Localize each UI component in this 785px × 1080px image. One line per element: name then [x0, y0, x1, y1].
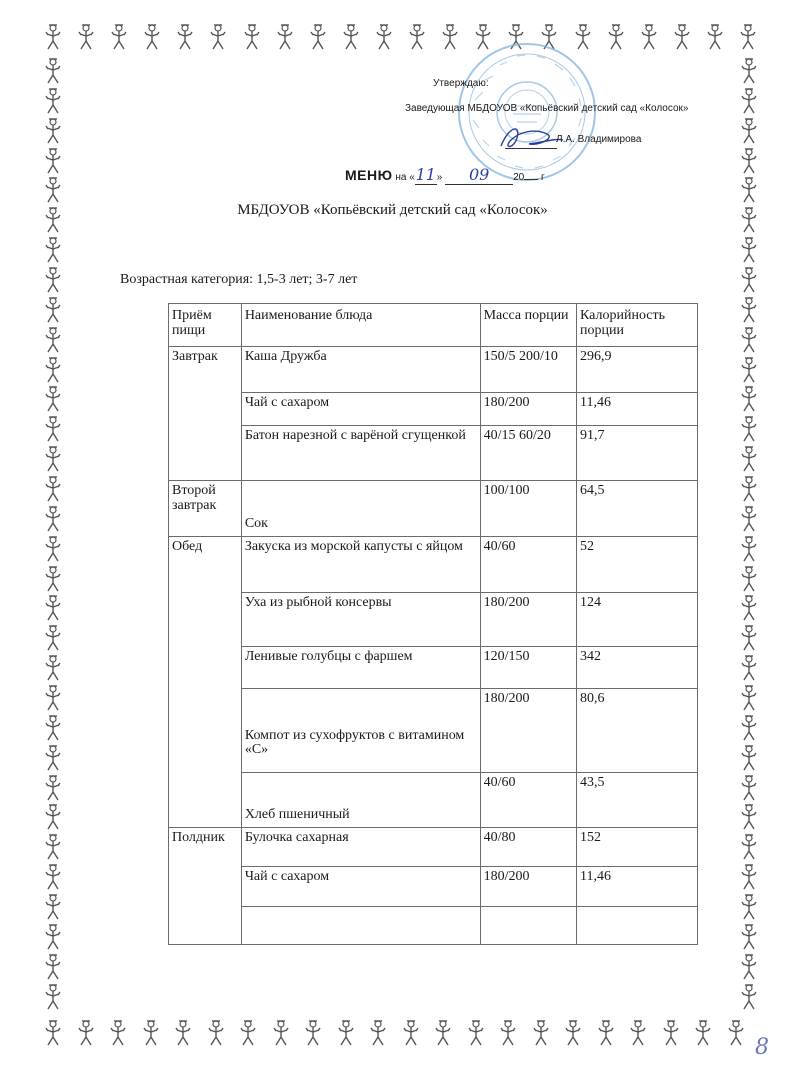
- table-row: [169, 537, 698, 593]
- figure-icon: [740, 536, 758, 562]
- figure-icon: [176, 24, 194, 50]
- figure-icon: [207, 1020, 225, 1046]
- dish-name: Ленивые голубцы с фаршем: [241, 647, 480, 689]
- header-calories: Калорийность порции: [576, 304, 697, 347]
- meal-cell: Завтрак: [169, 347, 242, 481]
- figure-icon: [740, 386, 758, 412]
- decorative-border-left: [44, 58, 62, 1010]
- dish-mass: 180/200: [480, 393, 576, 426]
- figure-icon: [740, 566, 758, 592]
- figure-icon: [740, 58, 758, 84]
- organization-title: МБДОУОВ «Копьёвский детский сад «Колосок»: [237, 202, 548, 218]
- menu-table: [168, 303, 698, 945]
- figure-icon: [740, 954, 758, 980]
- figure-icon: [740, 327, 758, 353]
- figure-icon: [740, 655, 758, 681]
- figure-icon: [740, 625, 758, 651]
- dish-mass: 180/200: [480, 689, 576, 773]
- menu-date-line: [345, 165, 545, 185]
- age-category: Возрастная категория: 1,5-3 лет; 3-7 лет: [120, 272, 358, 287]
- date-day: 11: [415, 165, 436, 184]
- figure-icon: [44, 625, 62, 651]
- dish-name: Закуска из морской капусты с яйцом: [241, 537, 480, 593]
- figure-icon: [532, 1020, 550, 1046]
- dish-mass: 40/80: [480, 828, 576, 867]
- header-dish: Наименование блюда: [241, 304, 480, 347]
- figure-icon: [44, 595, 62, 621]
- table-row: [169, 426, 698, 481]
- dish-mass: 180/200: [480, 867, 576, 907]
- figure-icon: [44, 327, 62, 353]
- figure-icon: [499, 1020, 517, 1046]
- figure-icon: [44, 446, 62, 472]
- figure-icon: [44, 715, 62, 741]
- meal-cell: Второй завтрак: [169, 481, 242, 537]
- dish-calories: 342: [576, 647, 697, 689]
- figure-icon: [739, 24, 757, 50]
- figure-icon: [44, 357, 62, 383]
- figure-icon: [673, 24, 691, 50]
- year-prefix: 20: [513, 172, 525, 183]
- figure-icon: [740, 506, 758, 532]
- dish-name: Сок: [241, 481, 480, 537]
- header-mass: Масса порции: [480, 304, 576, 347]
- dish-calories: 11,46: [576, 867, 697, 907]
- close-quote: »: [436, 172, 443, 183]
- table-row: [169, 907, 698, 945]
- figure-icon: [44, 88, 62, 114]
- figure-icon: [44, 566, 62, 592]
- figure-icon: [44, 476, 62, 502]
- table-row: [169, 647, 698, 689]
- figure-icon: [607, 24, 625, 50]
- menu-on-word: на: [395, 172, 407, 183]
- figure-icon: [44, 148, 62, 174]
- figure-icon: [740, 924, 758, 950]
- decorative-border-right: [740, 58, 758, 1010]
- figure-icon: [740, 864, 758, 890]
- year-blank: [524, 179, 538, 180]
- figure-icon: [740, 894, 758, 920]
- dish-calories: 64,5: [576, 481, 697, 537]
- dish-mass: [480, 907, 576, 945]
- menu-heading: МЕНЮ: [345, 167, 393, 183]
- dish-name: Чай с сахаром: [241, 867, 480, 907]
- dish-mass: 40/15 60/20: [480, 426, 576, 481]
- figure-icon: [662, 1020, 680, 1046]
- decorative-border-top: [44, 24, 757, 50]
- figure-icon: [276, 24, 294, 50]
- dish-calories: 43,5: [576, 773, 697, 828]
- dish-calories: 80,6: [576, 689, 697, 773]
- figure-icon: [467, 1020, 485, 1046]
- figure-icon: [740, 237, 758, 263]
- dish-name: Хлеб пшеничный: [241, 773, 480, 828]
- signature: [495, 118, 565, 158]
- table-row: [169, 867, 698, 907]
- figure-icon: [740, 804, 758, 830]
- figure-icon: [740, 685, 758, 711]
- dish-name: [241, 907, 480, 945]
- figure-icon: [44, 924, 62, 950]
- approver-name: Л.А. Владимирова: [556, 134, 642, 145]
- figure-icon: [740, 177, 758, 203]
- figure-icon: [44, 954, 62, 980]
- dish-calories: 52: [576, 537, 697, 593]
- table-row: [169, 481, 698, 537]
- decorative-border-bottom: [44, 1020, 745, 1046]
- figure-icon: [597, 1020, 615, 1046]
- table-row: [169, 393, 698, 426]
- figure-icon: [434, 1020, 452, 1046]
- figure-icon: [109, 1020, 127, 1046]
- figure-icon: [740, 715, 758, 741]
- figure-icon: [740, 446, 758, 472]
- figure-icon: [44, 177, 62, 203]
- figure-icon: [174, 1020, 192, 1046]
- figure-icon: [740, 267, 758, 293]
- dish-mass: 40/60: [480, 773, 576, 828]
- dish-calories: [576, 907, 697, 945]
- figure-icon: [44, 386, 62, 412]
- figure-icon: [342, 24, 360, 50]
- table-header-row: [169, 304, 698, 347]
- figure-icon: [408, 24, 426, 50]
- figure-icon: [239, 1020, 257, 1046]
- figure-icon: [740, 357, 758, 383]
- header-meal: Приём пищи: [169, 304, 242, 347]
- figure-icon: [309, 24, 327, 50]
- figure-icon: [402, 1020, 420, 1046]
- figure-icon: [44, 745, 62, 771]
- open-quote: «: [409, 172, 415, 183]
- figure-icon: [44, 834, 62, 860]
- dish-name: Батон нарезной с варёной сгущенкой: [241, 426, 480, 481]
- figure-icon: [337, 1020, 355, 1046]
- figure-icon: [143, 24, 161, 50]
- dish-calories: 152: [576, 828, 697, 867]
- meal-cell: Полдник: [169, 828, 242, 945]
- figure-icon: [740, 476, 758, 502]
- figure-icon: [44, 775, 62, 801]
- figure-icon: [694, 1020, 712, 1046]
- figure-icon: [44, 237, 62, 263]
- dish-mass: 100/100: [480, 481, 576, 537]
- figure-icon: [740, 118, 758, 144]
- figure-icon: [564, 1020, 582, 1046]
- dish-mass: 120/150: [480, 647, 576, 689]
- page-number: 8: [755, 1035, 769, 1060]
- dish-calories: 296,9: [576, 347, 697, 393]
- figure-icon: [44, 118, 62, 144]
- dish-mass: 150/5 200/10: [480, 347, 576, 393]
- dish-calories: 91,7: [576, 426, 697, 481]
- figure-icon: [44, 416, 62, 442]
- table-row: [169, 689, 698, 773]
- table-row: [169, 593, 698, 647]
- figure-icon: [740, 88, 758, 114]
- figure-icon: [740, 297, 758, 323]
- dish-name: Компот из сухофруктов с витамином «С»: [241, 689, 480, 773]
- table-row: [169, 828, 698, 867]
- figure-icon: [740, 148, 758, 174]
- figure-icon: [44, 655, 62, 681]
- figure-icon: [640, 24, 658, 50]
- figure-icon: [727, 1020, 745, 1046]
- figure-icon: [44, 297, 62, 323]
- approval-title: Утверждаю:: [433, 78, 489, 89]
- figure-icon: [44, 1020, 62, 1046]
- figure-icon: [740, 775, 758, 801]
- dish-name: Уха из рыбной консервы: [241, 593, 480, 647]
- dish-mass: 40/60: [480, 537, 576, 593]
- figure-icon: [272, 1020, 290, 1046]
- signature-line: [505, 148, 557, 149]
- figure-icon: [375, 24, 393, 50]
- figure-icon: [740, 984, 758, 1010]
- dish-name: Чай с сахаром: [241, 393, 480, 426]
- figure-icon: [369, 1020, 387, 1046]
- figure-icon: [44, 506, 62, 532]
- dish-mass: 180/200: [480, 593, 576, 647]
- dish-name: Булочка сахарная: [241, 828, 480, 867]
- figure-icon: [44, 864, 62, 890]
- figure-icon: [243, 24, 261, 50]
- figure-icon: [110, 24, 128, 50]
- date-month: 09: [445, 165, 513, 185]
- figure-icon: [304, 1020, 322, 1046]
- figure-icon: [740, 745, 758, 771]
- figure-icon: [77, 24, 95, 50]
- approval-position: Заведующая МБДОУОВ «Копьёвский детский сад «Колосок»: [405, 103, 689, 114]
- figure-icon: [44, 58, 62, 84]
- meal-cell: Обед: [169, 537, 242, 828]
- figure-icon: [44, 894, 62, 920]
- figure-icon: [77, 1020, 95, 1046]
- figure-icon: [44, 804, 62, 830]
- figure-icon: [44, 536, 62, 562]
- dish-calories: 124: [576, 593, 697, 647]
- figure-icon: [706, 24, 724, 50]
- figure-icon: [740, 834, 758, 860]
- figure-icon: [209, 24, 227, 50]
- figure-icon: [740, 416, 758, 442]
- figure-icon: [629, 1020, 647, 1046]
- table-row: [169, 773, 698, 828]
- figure-icon: [142, 1020, 160, 1046]
- year-suffix: г: [541, 172, 545, 183]
- figure-icon: [44, 984, 62, 1010]
- dish-name: Каша Дружба: [241, 347, 480, 393]
- figure-icon: [44, 685, 62, 711]
- figure-icon: [44, 267, 62, 293]
- table-row: [169, 347, 698, 393]
- figure-icon: [740, 595, 758, 621]
- figure-icon: [44, 24, 62, 50]
- dish-calories: 11,46: [576, 393, 697, 426]
